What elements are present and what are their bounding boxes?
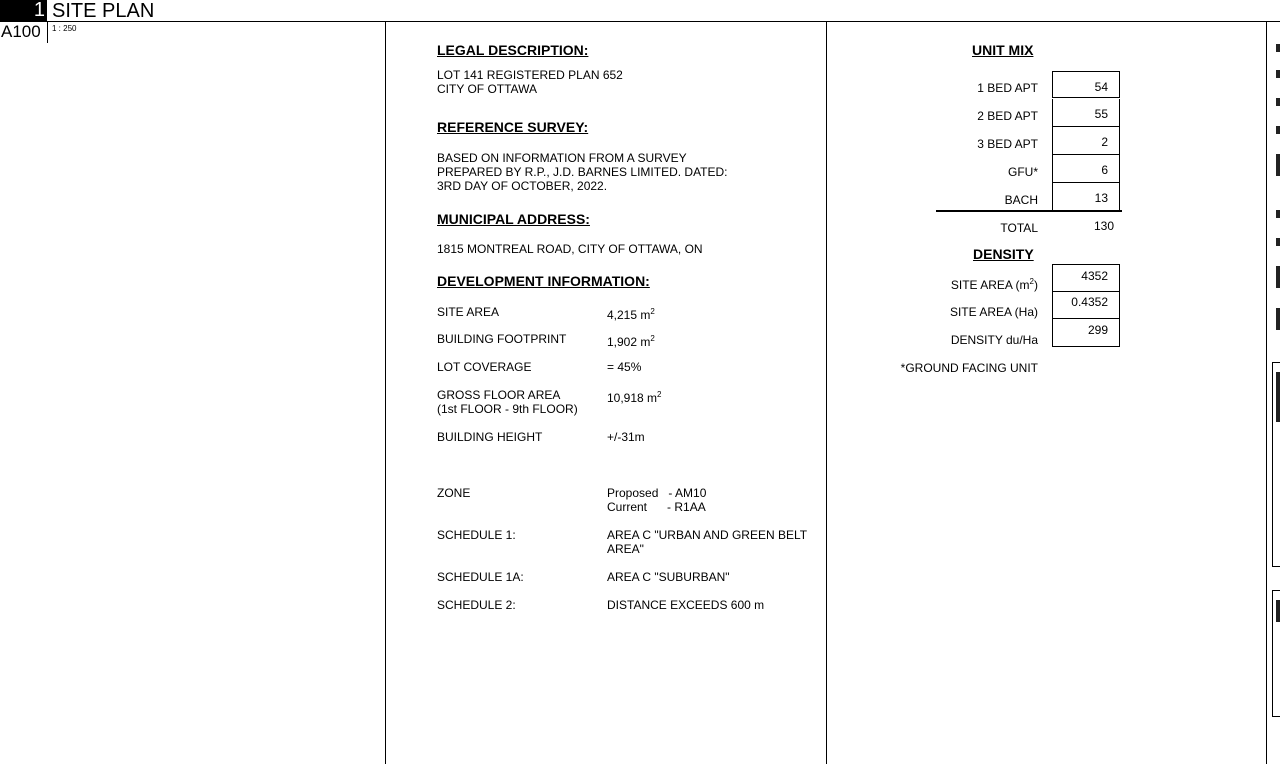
survey-line: 3RD DAY OF OCTOBER, 2022.	[437, 179, 608, 193]
clipped-text	[1276, 70, 1280, 78]
dev-value: 1,902 $m^2$	[607, 334, 655, 349]
view-number: 1	[33, 0, 45, 21]
density-label: SITE AREA $(m^2)$	[950, 277, 1038, 292]
density-label: DENSITY du/Ha	[950, 333, 1038, 347]
total-rule	[936, 210, 1122, 212]
clipped-text	[1276, 210, 1280, 218]
clipped-text	[1276, 154, 1280, 176]
address-line: 1815 MONTREAL ROAD, CITY OF OTTAWA, ON	[437, 242, 703, 256]
unit-label: BACH	[1004, 193, 1038, 207]
dev-label: (1st FLOOR - 9th FLOOR)	[437, 402, 578, 416]
column-divider	[826, 21, 827, 764]
dev-label: BUILDING FOOTPRINT	[437, 332, 567, 346]
unit-label: GFU*	[1008, 165, 1038, 179]
clipped-text	[1276, 308, 1280, 330]
scale-label: 1 : 250	[52, 24, 77, 33]
title-rule	[0, 21, 1280, 22]
total-label: TOTAL	[1000, 221, 1038, 235]
density-heading: DENSITY	[973, 246, 1034, 262]
survey-line: PREPARED BY R.P., J.D. BARNES LIMITED. DATED:	[437, 165, 728, 179]
schedule-label: SCHEDULE 1A:	[437, 570, 524, 584]
view-title: SITE PLAN	[52, 0, 155, 22]
zone-label: ZONE	[437, 486, 471, 500]
unit-label: 3 BED APT	[977, 137, 1038, 151]
column-divider	[385, 21, 386, 764]
schedule-label: SCHEDULE 2:	[437, 598, 516, 612]
column-divider	[1266, 21, 1267, 764]
clipped-text	[1276, 372, 1280, 422]
survey-line: BASED ON INFORMATION FROM A SURVEY	[437, 151, 687, 165]
legal-heading: LEGAL DESCRIPTION:	[437, 42, 589, 58]
clipped-text	[1276, 600, 1280, 622]
density-value: 299	[1052, 319, 1120, 347]
dev-value: = 45%	[607, 360, 642, 374]
dev-label: BUILDING HEIGHT	[437, 430, 543, 444]
density-value: 4352	[1052, 264, 1120, 292]
unit-value: 55	[1052, 99, 1120, 127]
unit-mix-heading: UNIT MIX	[972, 42, 1034, 58]
sheet-divider	[47, 21, 48, 43]
dev-label: LOT COVERAGE	[437, 360, 532, 374]
clipped-text	[1276, 126, 1280, 134]
survey-heading: REFERENCE SURVEY:	[437, 119, 589, 135]
dev-value: 4,215 $m^2$	[607, 307, 655, 322]
zone-proposed: Proposed - AM10	[607, 486, 707, 500]
dev-value: +/-31m	[607, 430, 645, 444]
sheet-number: A100	[1, 22, 41, 41]
unit-value: 13	[1052, 183, 1120, 211]
total-value: 130	[1093, 219, 1114, 233]
schedule-value: AREA C "SUBURBAN"	[607, 570, 730, 584]
unit-label: 1 BED APT	[977, 81, 1038, 95]
zone-current: Current - R1AA	[607, 500, 706, 514]
dev-label: SITE AREA	[437, 305, 500, 319]
view-number-badge	[0, 0, 47, 21]
unit-value: 2	[1052, 127, 1120, 155]
schedule-value: AREA C "URBAN AND GREEN BELT	[607, 528, 808, 542]
unit-label: 2 BED APT	[977, 109, 1038, 123]
clipped-text	[1276, 266, 1280, 288]
unit-value: 6	[1052, 155, 1120, 183]
development-heading: DEVELOPMENT INFORMATION:	[437, 273, 650, 289]
clipped-text	[1276, 44, 1280, 52]
clipped-text	[1276, 238, 1280, 246]
clipped-text	[1276, 98, 1280, 106]
unit-value: 54	[1052, 71, 1120, 98]
address-heading: MUNICIPAL ADDRESS:	[437, 211, 590, 227]
schedule-value: DISTANCE EXCEEDS 600 m	[607, 598, 765, 612]
schedule-value: AREA"	[607, 542, 644, 556]
density-label: SITE AREA (Ha)	[949, 305, 1038, 319]
legal-line: LOT 141 REGISTERED PLAN 652	[437, 68, 623, 82]
dev-label: GROSS FLOOR AREA	[437, 388, 561, 402]
schedule-label: SCHEDULE 1:	[437, 528, 516, 542]
legal-line: CITY OF OTTAWA	[437, 82, 537, 96]
footnote: *GROUND FACING UNIT	[900, 361, 1038, 375]
density-value: 0.4352	[1052, 291, 1120, 319]
dev-value: 10,918 $m^2$	[607, 390, 662, 405]
